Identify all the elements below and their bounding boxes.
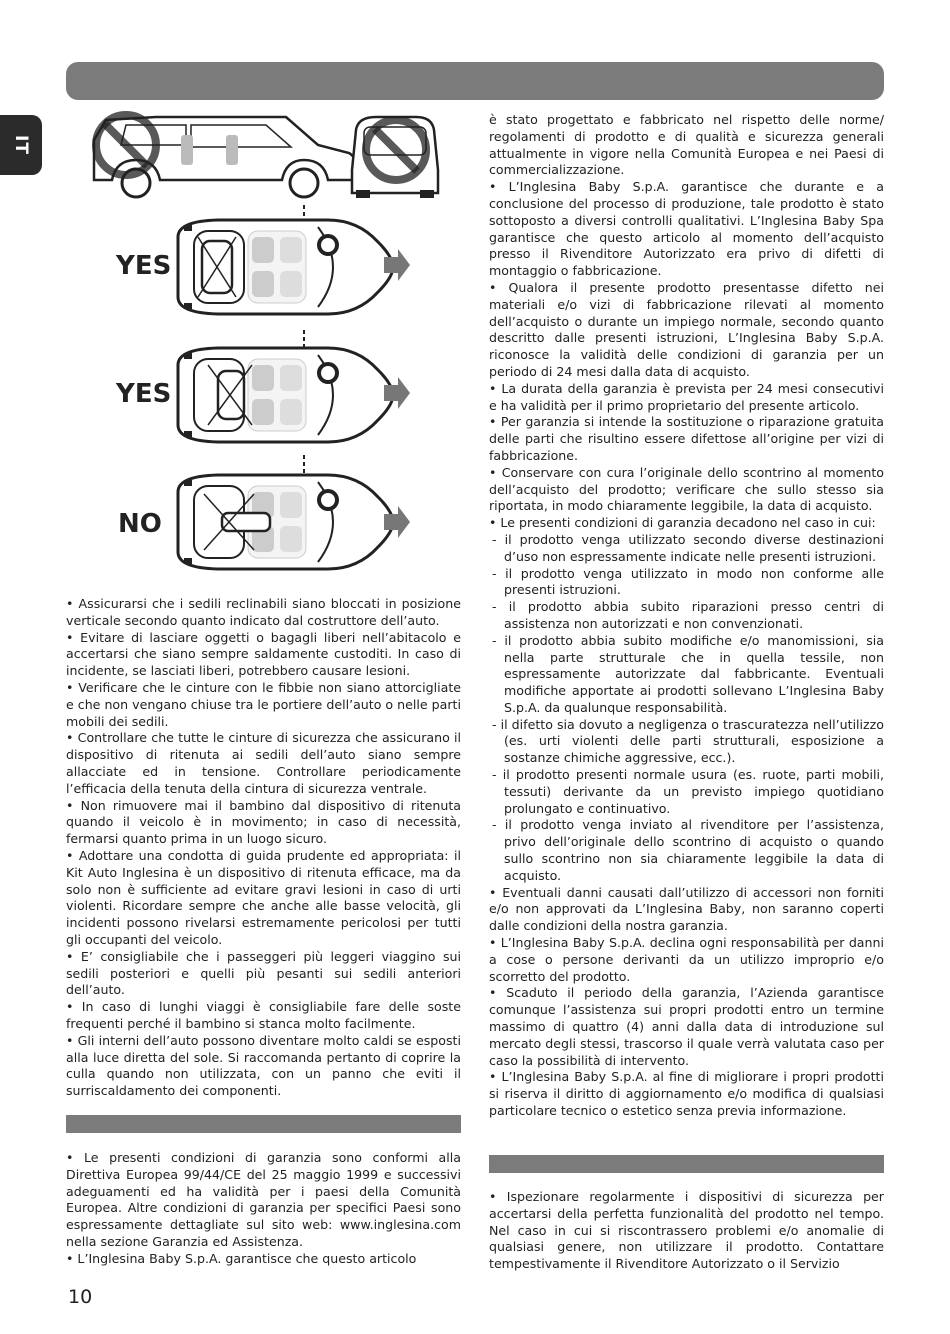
warranty-item: è stato progettato e fabbricato nel rispetto delle norme/ regolamenti di prodotto e di qualità e sicurezza generali attualmente in vigore nella Comunità Europea e nei Paesi di commercializzazione. bbox=[489, 112, 884, 178]
warranty-section-bar bbox=[66, 1115, 461, 1133]
page-number: 10 bbox=[68, 1286, 93, 1308]
safety-item: • Controllare che tutte le cinture di sicurezza che assicurano il dispositivo di ritenuta ai sedili dell’auto siano sempre allacciate ed in tensione. Controllare periodicamente l’efficacia della tenuta della cintura di sicurezza ventrale. bbox=[66, 730, 461, 796]
safety-item: • Gli interni dell’auto possono diventare molto caldi se esposti alla luce diretta del sole. Si raccomanda pertanto di coprire la culla quando non utilizzata, con un panno che eviti il surriscaldamento dei componenti. bbox=[66, 1032, 461, 1099]
warranty-item: • L’Inglesina Baby S.p.A. garantisce che durante e a conclusione del processo di produzione, tale prodotto è stato sottoposto a diversi controlli qualitativi. L’Inglesina Baby Spa garantisce che questo articolo al momento dell’acquisto presso il Rivenditore Autorizzato era privo di difetti di montaggio o fabbricazione. bbox=[489, 179, 884, 279]
warranty-item: • Scaduto il periodo della garanzia, l’Azienda garantisce comunque l’assistenza sui propri prodotti entro un termine massimo di quattro (4) anni dalla data di introduzione sul mercato degli stessi, trascorso il quale verrà valutata caso per caso la possibilità di intervento. bbox=[489, 985, 884, 1068]
rear-view-car bbox=[352, 117, 438, 198]
warranty-condition: - il prodotto abbia subito modifiche e/o manomissioni, sia nella parte strutturale che in quella tessile, non espressamente autorizzate dal fabbricante. Eventuali modifiche apportate ai prodotti sollevano L’Inglesina Baby S.p.A. da qualunque responsabilità. bbox=[492, 632, 884, 715]
safety-item: • In caso di lunghi viaggi è consigliabile fare delle soste frequenti perché il bambino si stanca molto facilmente. bbox=[66, 999, 461, 1031]
safety-notes bbox=[66, 596, 461, 1100]
warranty-details bbox=[489, 112, 884, 1120]
language-tab bbox=[0, 115, 42, 175]
warranty-item: • L’Inglesina Baby S.p.A. al fine di migliorare i propri prodotti si riserva il diritto di aggiornamento e/o modifica di qualsiasi particolare tecnico o estetico senza previa informazione. bbox=[489, 1069, 884, 1119]
warranty-item: • Qualora il presente prodotto presentasse difetto nei materiali e/o vizi di fabbricazione rilevati al momento dell’acquisto o durante un impiego normale, secondo quanto descritto dalle presenti istruzioni, L’Inglesina Baby S.p.A. riconosce la validità delle condizioni di garanzia per un periodo di 24 mesi dalla data di acquisto. bbox=[489, 279, 884, 379]
warranty-item: • Le presenti condizioni di garanzia decadono nel caso in cui: bbox=[489, 515, 876, 531]
warranty-condition: - il prodotto venga utilizzato secondo diverse destinazioni d’uso non espressamente indicate nelle presenti istruzioni. bbox=[492, 531, 884, 564]
warranty-item: • L’Inglesina Baby S.p.A. garantisce che questo articolo bbox=[66, 1250, 417, 1266]
maintenance-section-bar bbox=[489, 1155, 884, 1173]
placement-label-1: YES bbox=[116, 251, 172, 281]
safety-item: • Adottare una condotta di guida prudente ed appropriata: il Kit Auto Inglesina è un dispositivo di ritenuta efficace, ma da solo non è sufficiente ad evitare gravi lesioni in caso di urti violenti. Ricordare sempre che anche alle basse velocità, gli incidenti possono rivelarsi estremamente pericolosi per tutti gli occupanti del veicolo. bbox=[66, 847, 461, 947]
header-bar bbox=[66, 62, 884, 100]
car-top-view-1 bbox=[178, 220, 393, 314]
safety-item: • Verificare che le cinture con le fibbie non siano attorcigliate e che non vengano chiuse tra le portiere dell’auto o nelle parti mobili dei sedili. bbox=[66, 679, 461, 729]
warranty-condition: - il prodotto abbia subito riparazioni presso centri di assistenza non autorizzati e non convenzionati. bbox=[492, 599, 884, 631]
safety-item: • Non rimuovere mai il bambino dal dispositivo di ritenuta quando il veicolo è in movimento; in caso di necessità, fermarsi quanto prima in un luogo sicuro. bbox=[66, 797, 461, 847]
car-top-view-3 bbox=[178, 475, 393, 569]
warranty-condition: - il prodotto venga utilizzato in modo non conforme alle presenti istruzioni. bbox=[492, 565, 884, 598]
placement-label-2: YES bbox=[116, 379, 172, 409]
warranty-condition: - il difetto sia dovuto a negligenza o trascuratezza nell’utilizzo (es. urti violenti delle parti strutturali, esposizione a sostanze chimiche aggressive, ecc.). bbox=[492, 716, 884, 766]
warranty-item: • Per garanzia si intende la sostituzione o riparazione gratuita delle parti che risultino essere difettose all’origine per vizi di fabbricazione. bbox=[489, 414, 884, 463]
warranty-item: • La durata della garanzia è prevista per 24 mesi consecutivi e ha validità per il primo proprietario del presente articolo. bbox=[489, 380, 884, 413]
warranty-item: • Le presenti condizioni di garanzia sono conformi alla Direttiva Europea 99/44/CE del 25 maggio 1999 e successivi adeguamenti ed ha validità per i paesi della Comunità Europea. Altre condizioni di garanzia per specifici Paesi sono espressamente dettagliate sul sito web: www.inglesina.com nella sezione Garanzia ed Assistenza. bbox=[66, 1150, 461, 1249]
safety-item: • Assicurarsi che i sedili reclinabili siano bloccati in posizione verticale secondo quanto indicato dal costruttore dell’auto. bbox=[66, 596, 461, 628]
safety-item: • Evitare di lasciare oggetti o bagagli liberi nell’abitacolo e accertarsi che siano sempre saldamente custoditi. In caso di incidente, se lasciati liberi, potrebbero causare lesioni. bbox=[66, 629, 461, 679]
language-label: IT bbox=[10, 135, 31, 155]
warranty-item: • Eventuali danni causati dall’utilizzo di accessori non forniti e/o non approvati da L’Inglesina Baby, non saranno coperti dalle condizioni della nostra garanzia. bbox=[489, 884, 884, 934]
warranty-item: • Conservare con cura l’originale dello scontrino al momento dell’acquisto del prodotto; verificare che sullo stesso sia riportata, in modo chiaramente leggibile, la data di acquisto. bbox=[489, 464, 884, 514]
warranty-condition: - il prodotto presenti normale usura (es. ruote, parti mobili, tessuti) derivante da un previsto impiego quotidiano prolungato e continuativo. bbox=[492, 767, 884, 816]
maintenance-notes bbox=[489, 1189, 884, 1273]
warranty-item: • L’Inglesina Baby S.p.A. declina ogni responsabilità per danni a cose o persone derivanti da un utilizzo improprio e/o scorretto del prodotto. bbox=[489, 935, 884, 984]
warranty-condition: - il prodotto venga inviato al rivenditore per l’assistenza, privo dell’originale dello scontrino di acquisto o quando sullo scontrino non sia chiaramente leggibile la data di acquisto. bbox=[492, 817, 884, 883]
warranty-intro bbox=[66, 1150, 461, 1268]
safety-item: • E’ consigliabile che i passeggeri più leggeri viaggino sui sedili posteriori e quelli più pesanti sui sedili anteriori dell’auto. bbox=[66, 948, 461, 998]
placement-label-3: NO bbox=[118, 509, 162, 539]
side-view-car bbox=[94, 115, 356, 197]
maintenance-item: • Ispezionare regolarmente i dispositivi di sicurezza per accertarsi della perfetta funzionalità del prodotto nel tempo. Nel caso in cui si riscontrassero problemi e/o anomalie di qualsiasi genere, non utilizzare il prodotto. Contattare tempestivamente il Rivenditore Autorizzato o il Servizio bbox=[489, 1189, 884, 1272]
car-top-view-2 bbox=[178, 348, 393, 442]
car-installation-illustration bbox=[66, 105, 466, 600]
